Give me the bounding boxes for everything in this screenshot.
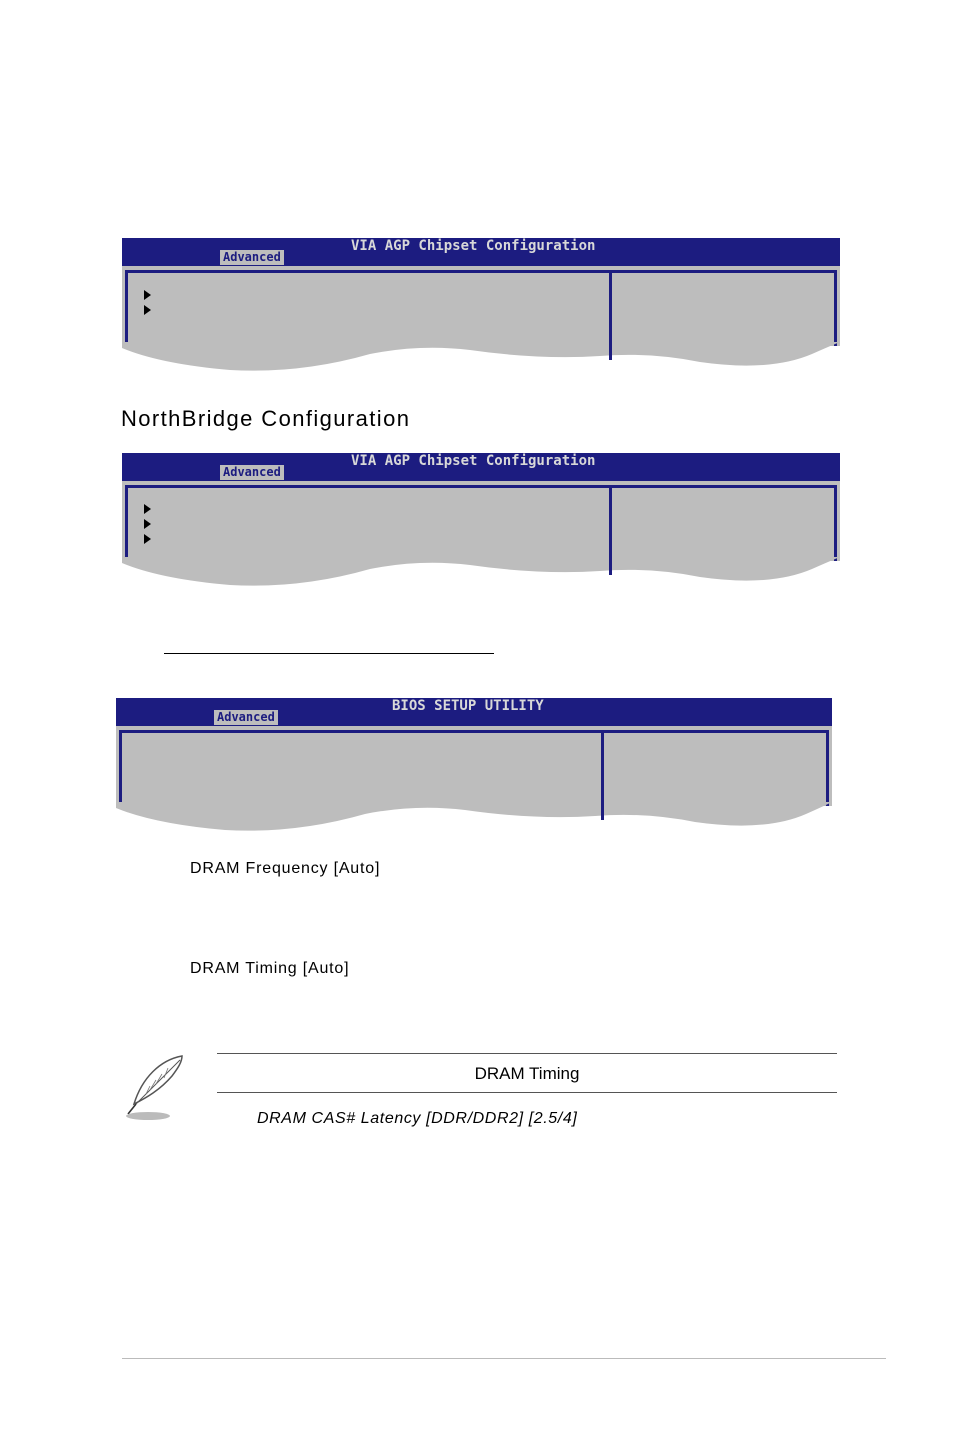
- bios-frame: [125, 270, 837, 346]
- torn-edge: [0, 557, 954, 597]
- submenu-arrow-icon[interactable]: [144, 519, 151, 529]
- bios-screen-1: [122, 238, 840, 346]
- note-item: DRAM CAS# Latency [DDR/DDR2] [2.5/4]: [257, 1110, 578, 1127]
- tab-advanced[interactable]: Advanced: [220, 465, 284, 480]
- submenu-arrow-icon[interactable]: [144, 305, 151, 315]
- bios-frame: [125, 485, 837, 561]
- bios-title-bar: [116, 698, 832, 726]
- bios-title: BIOS SETUP UTILITY: [392, 698, 544, 714]
- bios-title: VIA AGP Chipset Configuration: [351, 453, 596, 469]
- bios-title-bar: [122, 453, 840, 481]
- underline-rule: [164, 653, 494, 654]
- feather-pen-icon: [120, 1052, 190, 1124]
- footer-rule: [122, 1358, 886, 1359]
- submenu-arrow-icon[interactable]: [144, 534, 151, 544]
- bios-screen-3: [116, 698, 832, 806]
- note-bottom-rule: [217, 1092, 837, 1093]
- tab-advanced[interactable]: Advanced: [220, 250, 284, 265]
- bios-title: VIA AGP Chipset Configuration: [351, 238, 596, 254]
- dram-frequency-heading: DRAM Frequency [Auto]: [190, 860, 381, 877]
- bios-screen-2: [122, 453, 840, 561]
- submenu-arrow-icon[interactable]: [144, 504, 151, 514]
- section-heading: NorthBridge Configuration: [121, 406, 411, 431]
- bios-frame: [119, 730, 829, 806]
- torn-edge: [0, 802, 954, 842]
- note-title: DRAM Timing: [474, 1064, 580, 1083]
- tab-advanced[interactable]: Advanced: [214, 710, 278, 725]
- bios-title-bar: [122, 238, 840, 266]
- torn-edge: [0, 342, 954, 382]
- dram-timing-heading: DRAM Timing [Auto]: [190, 960, 350, 977]
- note-top-rule: [217, 1053, 837, 1054]
- submenu-arrow-icon[interactable]: [144, 290, 151, 300]
